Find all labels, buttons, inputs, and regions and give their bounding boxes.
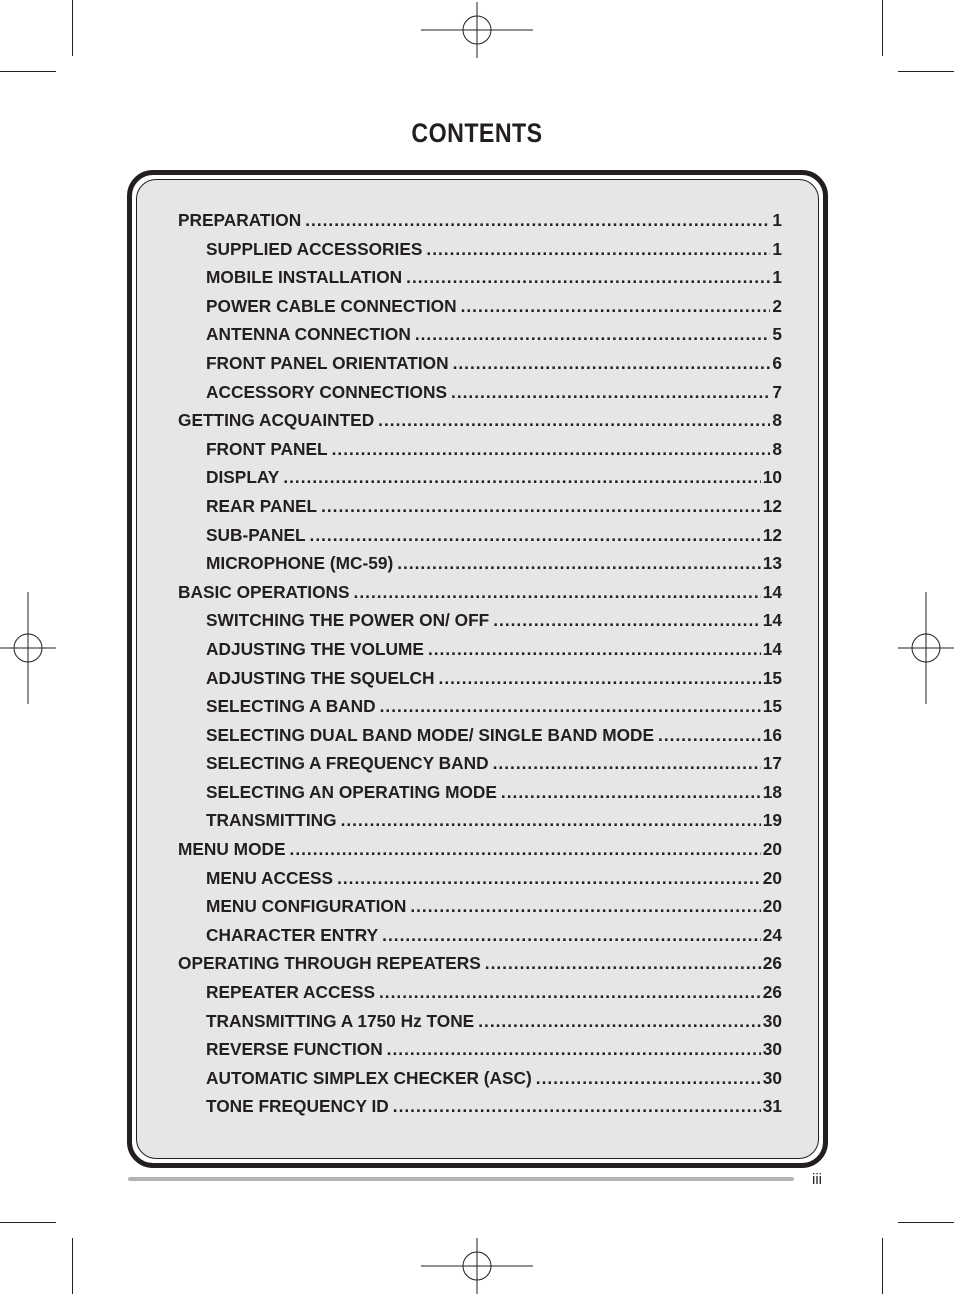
toc-dot-leader	[397, 553, 761, 574]
crop-mark	[882, 1238, 883, 1294]
toc-dot-leader	[341, 810, 761, 831]
toc-entry-page-number: 30	[762, 1039, 782, 1060]
toc-entry-page-number: 13	[762, 553, 782, 574]
toc-entry[interactable]	[178, 382, 782, 411]
toc-entry-label: SELECTING DUAL BAND MODE/ SINGLE BAND MODE	[206, 724, 655, 745]
toc-entry-label: REVERSE FUNCTION	[206, 1039, 383, 1060]
toc-entry-page-number: 19	[762, 810, 782, 831]
toc-entry-page-number: 1	[772, 267, 782, 288]
toc-entry-label: ACCESSORY CONNECTIONS	[206, 381, 448, 402]
toc-dot-leader	[332, 439, 771, 460]
crop-mark	[72, 1238, 73, 1294]
toc-entry-page-number: 14	[762, 638, 782, 659]
toc-dot-leader	[393, 1096, 761, 1117]
toc-dot-leader	[478, 1011, 761, 1032]
toc-dot-leader	[485, 953, 761, 974]
toc-entry-page-number: 18	[762, 781, 782, 802]
toc-entry-page-number: 1	[772, 210, 782, 230]
toc-entry-label: REAR PANEL	[206, 495, 318, 516]
toc-entry-label: TRANSMITTING A 1750 Hz TONE	[206, 1010, 475, 1031]
toc-entry[interactable]	[178, 1011, 782, 1040]
toc-entry-page-number: 17	[762, 753, 782, 774]
footer-rule	[128, 1177, 794, 1181]
toc-entry-page-number: 30	[762, 1067, 782, 1088]
toc-dot-leader	[406, 267, 770, 288]
toc-entry[interactable]	[178, 525, 782, 554]
toc-dot-leader	[290, 839, 761, 860]
toc-entry[interactable]	[178, 553, 782, 582]
toc-dot-leader	[501, 782, 761, 803]
registration-mark-icon	[421, 2, 533, 58]
toc-entry[interactable]	[178, 753, 782, 782]
toc-entry[interactable]	[178, 353, 782, 382]
toc-entry-label: REPEATER ACCESS	[206, 982, 375, 1003]
toc-entry-label: MENU CONFIGURATION	[206, 896, 407, 917]
toc-entry-page-number: 10	[762, 467, 782, 488]
toc-entry[interactable]	[178, 267, 782, 296]
toc-entry[interactable]	[178, 925, 782, 954]
toc-dot-leader	[439, 668, 761, 689]
toc-dot-leader	[379, 982, 761, 1003]
toc-entry-page-number: 15	[762, 667, 782, 688]
registration-mark-icon	[421, 1238, 533, 1294]
toc-entry-page-number: 16	[762, 724, 782, 745]
toc-entry-label: MOBILE INSTALLATION	[206, 267, 403, 288]
toc-dot-leader	[382, 925, 761, 946]
toc-entry[interactable]	[178, 439, 782, 468]
toc-entry[interactable]	[178, 467, 782, 496]
toc-entry[interactable]	[178, 725, 782, 754]
toc-entry-page-number: 1	[772, 238, 782, 259]
toc-entry[interactable]	[178, 896, 782, 925]
toc-entry-label: GETTING ACQUAINTED	[178, 410, 375, 431]
toc-dot-leader	[453, 353, 771, 374]
toc-entry[interactable]	[178, 582, 782, 611]
toc-entry-label: ADJUSTING THE VOLUME	[206, 638, 424, 659]
toc-dot-leader	[536, 1068, 761, 1089]
toc-entry[interactable]	[178, 239, 782, 268]
toc-entry-page-number: 20	[762, 896, 782, 917]
toc-entry-label: TRANSMITTING	[206, 810, 337, 831]
toc-entry-page-number: 14	[762, 610, 782, 631]
crop-mark	[0, 71, 56, 72]
toc-entry-page-number: 6	[772, 352, 782, 373]
toc-entry-page-number: 12	[762, 495, 782, 516]
toc-entry-page-number: 8	[772, 410, 782, 431]
crop-mark	[882, 0, 883, 56]
toc-entry-label: ANTENNA CONNECTION	[206, 324, 411, 345]
toc-entry-page-number: 2	[772, 295, 782, 316]
crop-mark	[898, 1222, 954, 1223]
toc-entry[interactable]	[178, 610, 782, 639]
toc-entry-label: SELECTING A BAND	[206, 696, 376, 717]
toc-entry-page-number: 20	[762, 867, 782, 888]
page-number: iii	[812, 1171, 822, 1188]
toc-dot-leader	[387, 1039, 761, 1060]
toc-entry-label: FRONT PANEL	[206, 438, 328, 459]
table-of-contents	[178, 210, 782, 1125]
crop-mark	[72, 0, 73, 56]
toc-entry-page-number: 20	[762, 839, 782, 860]
toc-dot-leader	[380, 696, 761, 717]
toc-entry-label: ADJUSTING THE SQUELCH	[206, 667, 435, 688]
toc-entry-page-number: 30	[762, 1010, 782, 1031]
toc-entry-label: AUTOMATIC SIMPLEX CHECKER (ASC)	[206, 1067, 532, 1088]
toc-entry-label: SUB-PANEL	[206, 524, 306, 545]
registration-mark-icon	[0, 592, 56, 704]
toc-entry[interactable]	[178, 410, 782, 439]
crop-mark	[0, 1222, 56, 1223]
toc-entry-page-number: 12	[762, 524, 782, 545]
toc-dot-leader	[410, 896, 760, 917]
toc-entry[interactable]	[178, 810, 782, 839]
toc-entry-label: POWER CABLE CONNECTION	[206, 295, 457, 316]
toc-entry[interactable]	[178, 639, 782, 668]
toc-dot-leader	[493, 753, 761, 774]
toc-dot-leader	[283, 467, 760, 488]
toc-entry-label: DISPLAY	[206, 467, 280, 488]
toc-entry[interactable]	[178, 324, 782, 353]
toc-dot-leader	[451, 382, 770, 403]
toc-dot-leader	[310, 525, 761, 546]
toc-entry[interactable]	[178, 296, 782, 325]
toc-entry[interactable]	[178, 1068, 782, 1097]
toc-entry-label: TONE FREQUENCY ID	[206, 1096, 389, 1117]
toc-entry-page-number: 5	[772, 324, 782, 345]
toc-entry-label: SWITCHING THE POWER ON/ OFF	[206, 610, 490, 631]
toc-entry-label: OPERATING THROUGH REPEATERS	[178, 953, 481, 974]
toc-entry[interactable]	[178, 496, 782, 525]
toc-entry[interactable]	[178, 782, 782, 811]
toc-entry-label: BASIC OPERATIONS	[178, 581, 350, 602]
toc-dot-leader	[337, 868, 761, 889]
toc-entry-label: SELECTING AN OPERATING MODE	[206, 781, 497, 802]
toc-entry-page-number: 7	[772, 381, 782, 402]
toc-dot-leader	[378, 410, 770, 431]
page-title: CONTENTS	[411, 118, 543, 148]
toc-entry-page-number: 26	[762, 953, 782, 974]
toc-dot-leader	[658, 725, 761, 746]
toc-entry[interactable]	[178, 1096, 782, 1125]
toc-entry[interactable]	[178, 696, 782, 725]
toc-dot-leader	[321, 496, 761, 517]
toc-dot-leader	[428, 639, 761, 660]
toc-entry-label: SUPPLIED ACCESSORIES	[206, 238, 423, 259]
toc-entry[interactable]	[178, 982, 782, 1011]
toc-entry-label: MENU MODE	[178, 839, 286, 860]
crop-mark	[898, 71, 954, 72]
toc-entry[interactable]	[178, 839, 782, 868]
toc-dot-leader	[354, 582, 761, 603]
toc-entry-label: MICROPHONE (MC-59)	[206, 553, 394, 574]
toc-entry-label: CHARACTER ENTRY	[206, 924, 379, 945]
toc-entry-label: MENU ACCESS	[206, 867, 334, 888]
toc-entry[interactable]	[178, 210, 782, 239]
toc-entry-page-number: 15	[762, 696, 782, 717]
toc-dot-leader	[493, 610, 761, 631]
toc-entry-label: PREPARATION	[178, 210, 302, 230]
toc-entry-label: FRONT PANEL ORIENTATION	[206, 352, 449, 373]
toc-dot-leader	[415, 324, 771, 345]
toc-dot-leader	[461, 296, 771, 317]
toc-entry-page-number: 8	[772, 438, 782, 459]
toc-entry[interactable]	[178, 953, 782, 982]
toc-entry[interactable]	[178, 868, 782, 897]
toc-entry-page-number: 26	[762, 982, 782, 1003]
toc-dot-leader	[426, 239, 770, 260]
toc-entry[interactable]	[178, 668, 782, 697]
toc-entry-page-number: 24	[762, 924, 782, 945]
toc-entry-page-number: 14	[762, 581, 782, 602]
toc-entry-label: SELECTING A FREQUENCY BAND	[206, 753, 489, 774]
toc-dot-leader	[305, 210, 770, 231]
registration-mark-icon	[898, 592, 954, 704]
toc-entry[interactable]	[178, 1039, 782, 1068]
toc-entry-page-number: 31	[762, 1096, 782, 1117]
